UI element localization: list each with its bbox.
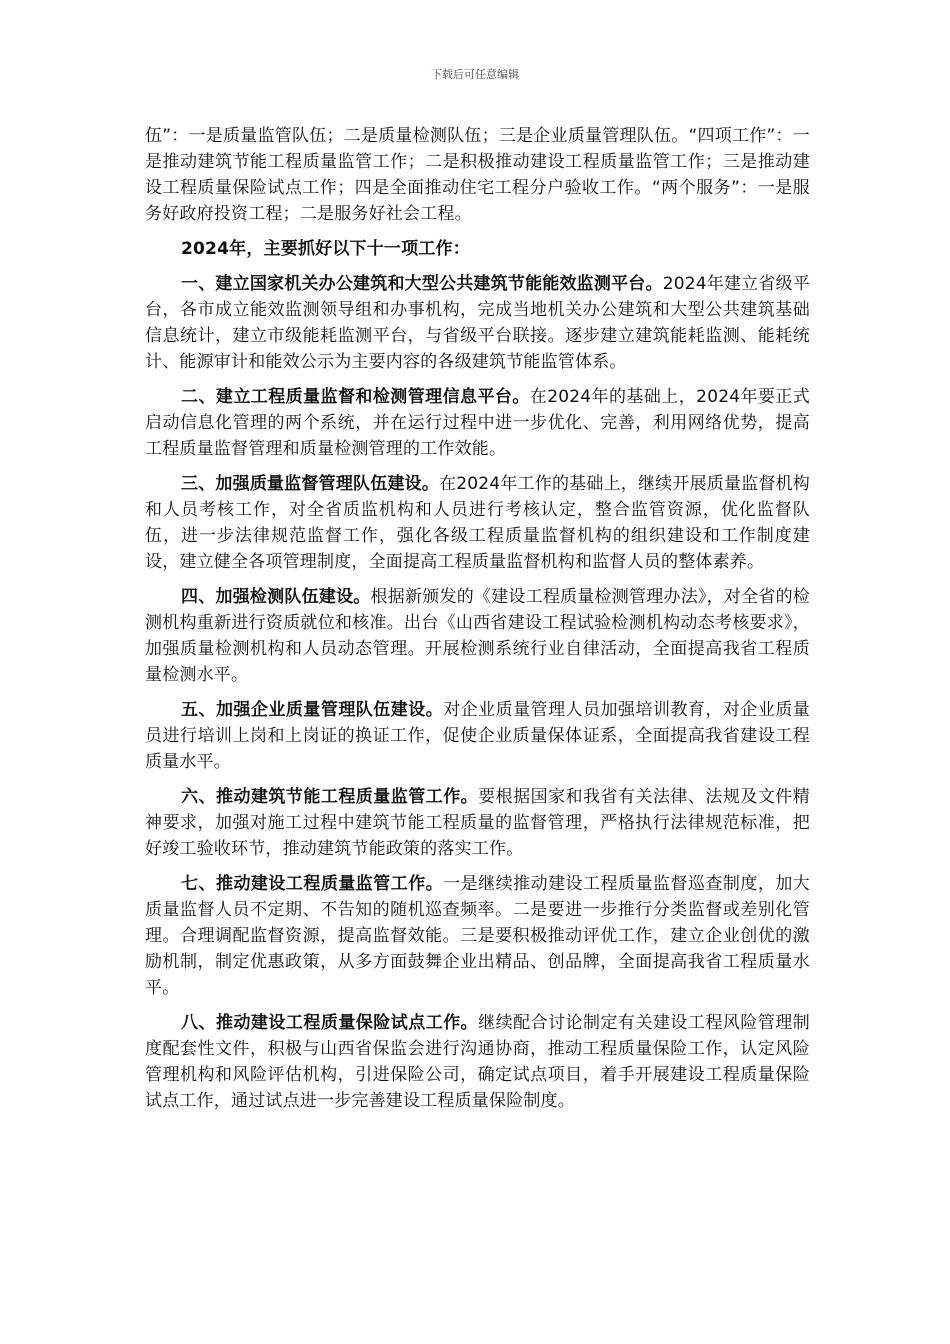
work-item-body: 根据新颁发的《建设工程质量检测管理办法》，对全省的检测机构重新进行资质就位和核准。出台《山西省建设工程试验检测机构动态考核要求》，加强质量检测机构和人员动态管理。开展检测系统行业自律活动，全面提高我省工程质量检测水平。 xyxy=(145,587,811,685)
work-item-4 xyxy=(145,584,810,688)
work-item-2 xyxy=(145,384,810,462)
work-item-lead: 三、加强质量监督管理队伍建设。 xyxy=(181,474,440,494)
work-item-1 xyxy=(145,271,810,375)
work-item-7 xyxy=(145,871,810,1001)
work-item-body: 要根据国家和我省有关法律、法规及文件精神要求，加强对施工过程中建筑节能工程质量的监督管理，严格执行法律规范标准，把好竣工验收环节，推动建筑节能政策的落实工作。 xyxy=(145,787,810,859)
work-item-6 xyxy=(145,784,810,862)
work-item-lead: 七、推动建设工程质量监管工作。 xyxy=(181,874,444,894)
work-item-lead: 二、建立工程质量监督和检测管理信息平台。 xyxy=(181,387,530,407)
intro-paragraph: 伍”：一是质量监管队伍；二是质量检测队伍；三是企业质量管理队伍。“四项工作”：一是推动建筑节能工程质量监管工作；二是积极推动建设工程质量监管工作；三是推动建设工程质量保险试点工作；四是全面推动住宅工程分户验收工作。“两个服务”：一是服务好政府投资工程；二是服务好社会工程。 xyxy=(145,126,810,224)
work-item-body: 2024年建立省级平台，各市成立能效监测领导组和办事机构，完成当地机关办公建筑和大型公共建筑基础信息统计，建立市级能耗监测平台，与省级平台联接。逐步建立建筑能耗监测、能耗统计、能源审计和能效公示为主要内容的各级建筑节能监管体系。 xyxy=(145,274,810,372)
download-note: 下载后可任意编辑 xyxy=(431,68,519,81)
work-item-body: 一是继续推动建设工程质量监督巡查制度，加大质量监督人员不定期、不告知的随机巡查频率。二是要进一步推行分类监督或差别化管理。合理调配监督资源，提高监督效能。三是要积极推动评优工作，建立企业创优的激励机制，制定优惠政策，从多方面鼓舞企业出精品、创品牌，全面提高我省工程质量水平。 xyxy=(145,874,811,998)
work-item-lead: 五、加强企业质量管理队伍建设。 xyxy=(181,700,444,720)
work-item-lead: 一、建立国家机关办公建筑和大型公共建筑节能能效监测平台。 xyxy=(181,274,663,294)
work-item-body: 继续配合讨论制定有关建设工程风险管理制度配套性文件，积极与山西省保监会进行沟通协商，推动工程质量保险工作，认定风险管理机构和风险评估机构，引进保险公司，确定试点项目，着手开展建设工程质量保险试点工作，通过试点进一步完善建设工程质量保险制度。 xyxy=(145,1013,810,1111)
work-item-5 xyxy=(145,697,810,775)
work-item-body: 在2024年的基础上，2024年要正式启动信息化管理的两个系统，并在运行过程中进一步优化、完善，利用网络优势，提高工程质量监督管理和质量检测管理的工作效能。 xyxy=(145,387,811,459)
work-item-body: 对企业质量管理人员加强培训教育，对企业质量员进行培训上岗和上岗证的换证工作，促使企业质量保体证系，全面提高我省建设工程质量水平。 xyxy=(145,700,811,772)
section-heading: 2024年，主要抓好以下十一项工作： xyxy=(181,239,470,259)
work-item-lead: 八、推动建设工程质量保险试点工作。 xyxy=(181,1013,479,1033)
document-body xyxy=(145,123,810,1123)
work-item-body: 在2024年工作的基础上，继续开展质量监督机构和人员考核工作，对全省质监机构和人员进行考核认定，整合监管资源，优化监督队伍，进一步法律规范监督工作，强化各级工程质量监督机构的组织建设和工作制度建设，建立健全各项管理制度，全面提高工程质量监督机构和监督人员的整体素养。 xyxy=(145,474,810,572)
work-item-3 xyxy=(145,471,810,575)
work-item-lead: 四、加强检测队伍建设。 xyxy=(181,587,371,607)
work-item-lead: 六、推动建筑节能工程质量监管工作。 xyxy=(181,787,479,807)
work-item-8 xyxy=(145,1010,810,1114)
